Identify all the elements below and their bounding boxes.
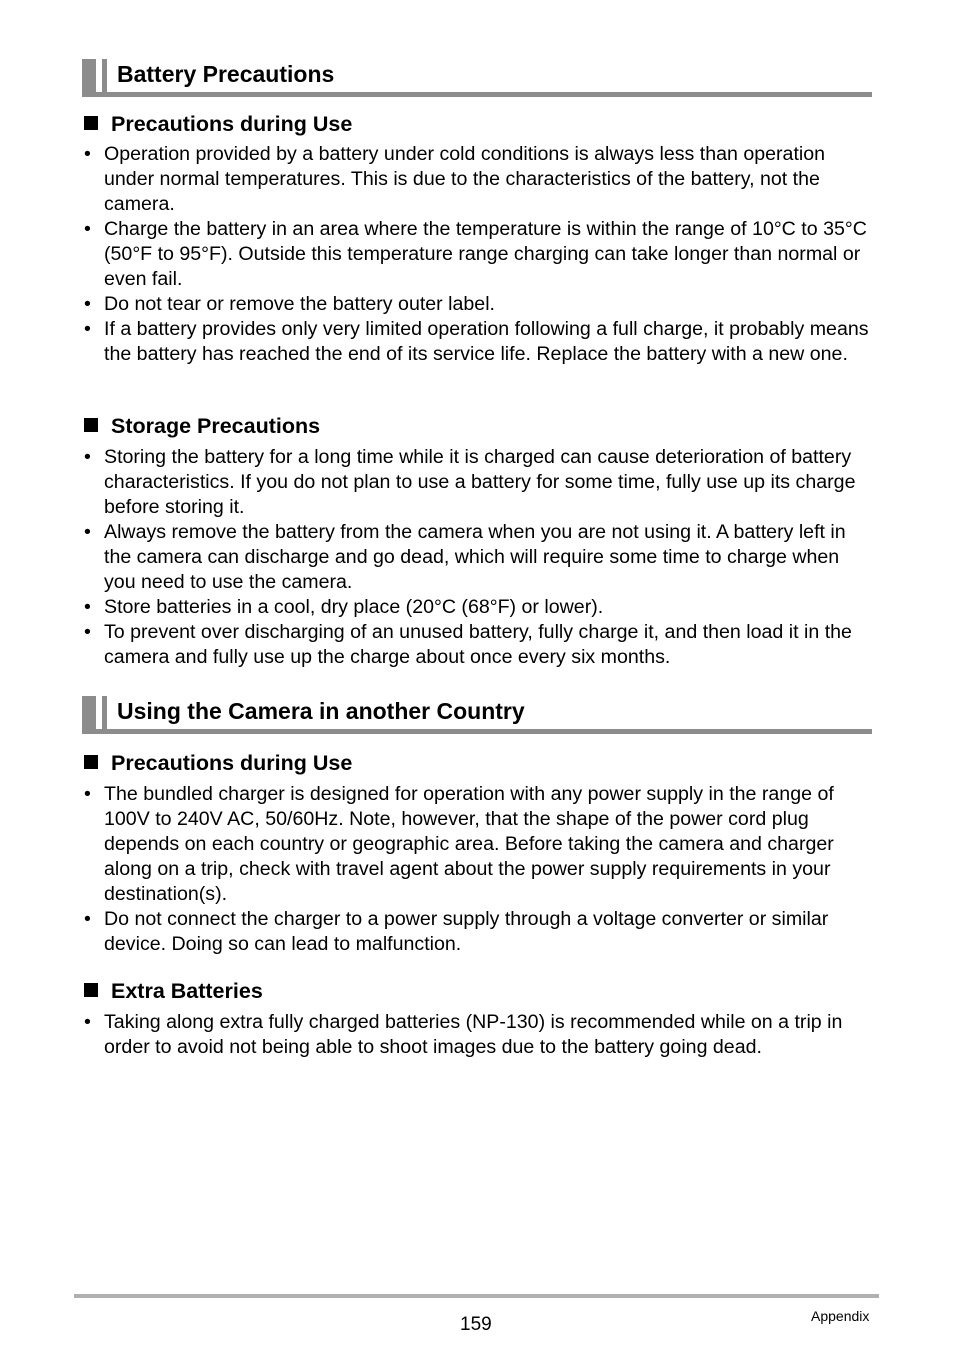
- section-title: Using the Camera in another Country: [117, 698, 525, 724]
- list-item: • If a battery provides only very limited operation following a full charge, it probably means the battery has reached the end of its service life. Replace the battery with a new one.: [84, 317, 874, 367]
- footer-rule: [74, 1294, 879, 1298]
- list-item: • Storing the battery for a long time while it is charged can cause deterioration of battery characteristics. If you do not plan to use a battery for some time, fully use up its charge before storing it.: [84, 445, 874, 520]
- list-item: • Store batteries in a cool, dry place (20°C (68°F) or lower).: [84, 595, 874, 620]
- heading-rule: [82, 92, 872, 97]
- section-heading-battery-precautions: [82, 59, 872, 97]
- subsection-heading: [84, 750, 352, 776]
- subsection-heading: [84, 978, 263, 1004]
- square-bullet-icon: [84, 983, 98, 997]
- heading-rule: [82, 729, 872, 734]
- list-item: • Always remove the battery from the camera when you are not using it. A battery left in the camera can discharge and go dead, which will require some time to charge when you need to use the camera.: [84, 520, 874, 595]
- page-number: 159: [460, 1314, 492, 1335]
- subsection-title: Extra Batteries: [111, 979, 263, 1003]
- subsection-title: Precautions during Use: [111, 112, 353, 136]
- section-title: Battery Precautions: [117, 61, 335, 87]
- list-item: • Operation provided by a battery under cold conditions is always less than operation under normal temperatures. This is due to the characteristics of the battery, not the camera.: [84, 142, 874, 217]
- list-item: • The bundled charger is designed for operation with any power supply in the range of 100V to 240V AC, 50/60Hz. Note, however, that the shape of the power cord plug depends on each country or geographic area. Before taking the camera and charger along on a trip, check with travel agent about the power supply requirements in your destination(s).: [84, 782, 874, 907]
- list-item: • Charge the battery in an area where the temperature is within the range of 10°C to 35°C (50°F to 95°F). Outside this temperature range charging can take longer than normal or even fail.: [84, 217, 874, 292]
- subsection-heading: [84, 111, 352, 137]
- footer-label: Appendix: [811, 1308, 870, 1324]
- square-bullet-icon: [84, 418, 98, 432]
- square-bullet-icon: [84, 116, 98, 130]
- subsection-title: Storage Precautions: [111, 414, 321, 438]
- section-heading-camera-another-country: [82, 696, 872, 734]
- subsection-title: Precautions during Use: [111, 751, 353, 775]
- bullet-list: [84, 142, 874, 367]
- subsection-heading: [84, 413, 320, 439]
- bullet-list: [84, 782, 874, 957]
- list-item: • Do not connect the charger to a power supply through a voltage converter or similar device. Doing so can lead to malfunction.: [84, 907, 874, 957]
- list-item: • Taking along extra fully charged batteries (NP-130) is recommended while on a trip in order to avoid not being able to shoot images due to the battery going dead.: [84, 1010, 874, 1060]
- bullet-list: [84, 1010, 874, 1060]
- list-item: • Do not tear or remove the battery outer label.: [84, 292, 874, 317]
- bullet-list: [84, 445, 874, 670]
- square-bullet-icon: [84, 755, 98, 769]
- list-item: • To prevent over discharging of an unused battery, fully charge it, and then load it in the camera and fully use up the charge about once every six months.: [84, 620, 874, 670]
